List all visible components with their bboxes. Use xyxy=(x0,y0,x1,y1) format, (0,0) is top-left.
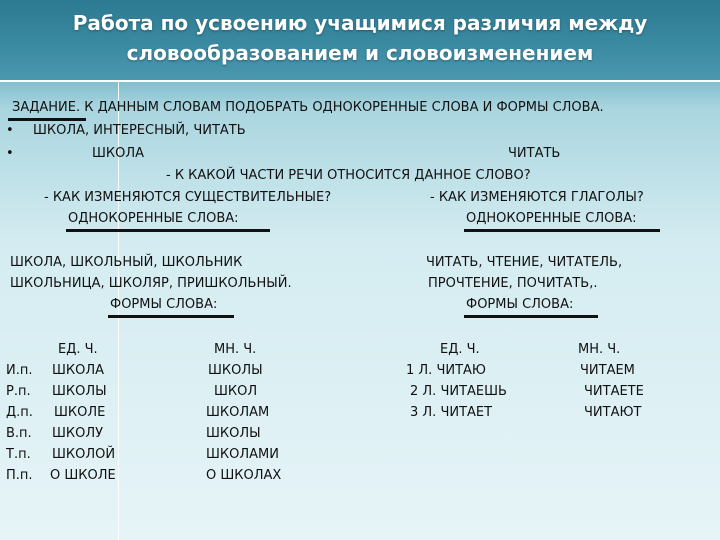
verb-plural-form: ЧИТАЕТЕ xyxy=(584,384,644,399)
verb-plural-form: ЧИТАЕМ xyxy=(580,363,635,378)
case-label: Т.п. xyxy=(6,447,31,462)
noun-singular-form: ШКОЛЫ xyxy=(52,384,107,399)
verb-forms-header: ФОРМЫ СЛОВА: xyxy=(466,297,574,312)
verb-singular-header: ЕД. Ч. xyxy=(440,342,480,357)
bullet-2-right-word: ЧИТАТЬ xyxy=(508,146,561,161)
case-label: Р.п. xyxy=(6,384,31,399)
verb-singular-form: 3 Л. ЧИТАЕТ xyxy=(410,405,493,420)
noun-plural-form: ШКОЛЫ xyxy=(208,363,263,378)
noun-singular-form: ШКОЛЕ xyxy=(54,405,106,420)
verb-cognates-underline xyxy=(464,229,660,232)
noun-plural-header: МН. Ч. xyxy=(214,342,257,357)
noun-question: - КАК ИЗМЕНЯЮТСЯ СУЩЕСТВИТЕЛЬНЫЕ? xyxy=(44,190,332,205)
noun-forms-header: ФОРМЫ СЛОВА: xyxy=(110,297,218,312)
verb-cognates-header: ОДНОКОРЕННЫЕ СЛОВА: xyxy=(466,211,637,226)
noun-plural-form: О ШКОЛАХ xyxy=(206,468,282,483)
verb-cognates-line-1: ЧИТАТЬ, ЧТЕНИЕ, ЧИТАТЕЛЬ, xyxy=(426,255,623,270)
task-text: ЗАДАНИЕ. К ДАННЫМ СЛОВАМ ПОДОБРАТЬ ОДНОКОРЕННЫЕ СЛОВА И ФОРМЫ СЛОВА. xyxy=(12,100,604,115)
verb-plural-header: МН. Ч. xyxy=(578,342,621,357)
noun-forms-underline xyxy=(108,315,234,318)
noun-plural-form: ШКОЛ xyxy=(214,384,258,399)
bullet-2-left-word: ШКОЛА xyxy=(92,146,145,161)
bullet-1-text: ШКОЛА, ИНТЕРЕСНЫЙ, ЧИТАТЬ xyxy=(33,123,246,138)
bullet-2-mark: • xyxy=(6,146,14,161)
part-of-speech-question: - К КАКОЙ ЧАСТИ РЕЧИ ОТНОСИТСЯ ДАННОЕ СЛОВО? xyxy=(166,168,531,183)
noun-plural-form: ШКОЛАМИ xyxy=(206,447,279,462)
noun-plural-form: ШКОЛЫ xyxy=(206,426,261,441)
verb-singular-form: 2 Л. ЧИТАЕШЬ xyxy=(410,384,507,399)
noun-singular-form: ШКОЛОЙ xyxy=(52,447,116,462)
noun-singular-form: ШКОЛУ xyxy=(52,426,104,441)
noun-singular-header: ЕД. Ч. xyxy=(58,342,98,357)
title-divider xyxy=(0,80,720,82)
case-label: П.п. xyxy=(6,468,33,483)
noun-singular-form: О ШКОЛЕ xyxy=(50,468,116,483)
title-line-2: словообразованием и словоизменением xyxy=(126,41,594,65)
verb-question: - КАК ИЗМЕНЯЮТСЯ ГЛАГОЛЫ? xyxy=(430,190,644,205)
verb-forms-underline xyxy=(464,315,598,318)
case-label: В.п. xyxy=(6,426,32,441)
bullet-1-mark: • xyxy=(6,123,14,138)
case-label: Д.п. xyxy=(6,405,33,420)
case-label: И.п. xyxy=(6,363,33,378)
noun-singular-form: ШКОЛА xyxy=(52,363,105,378)
slide-title xyxy=(20,8,700,68)
verb-plural-form: ЧИТАЮТ xyxy=(584,405,642,420)
noun-cognates-underline xyxy=(66,229,270,232)
noun-cognates-line-1: ШКОЛА, ШКОЛЬНЫЙ, ШКОЛЬНИК xyxy=(10,255,243,270)
verb-singular-form: 1 Л. ЧИТАЮ xyxy=(406,363,486,378)
noun-plural-form: ШКОЛАМ xyxy=(206,405,270,420)
task-underline xyxy=(8,118,86,121)
title-line-1: Работа по усвоению учащимися различия между xyxy=(72,11,648,35)
verb-cognates-line-2: ПРОЧТЕНИЕ, ПОЧИТАТЬ,. xyxy=(428,276,598,291)
noun-cognates-header: ОДНОКОРЕННЫЕ СЛОВА: xyxy=(68,211,239,226)
noun-cognates-line-2: ШКОЛЬНИЦА, ШКОЛЯР, ПРИШКОЛЬНЫЙ. xyxy=(10,276,292,291)
